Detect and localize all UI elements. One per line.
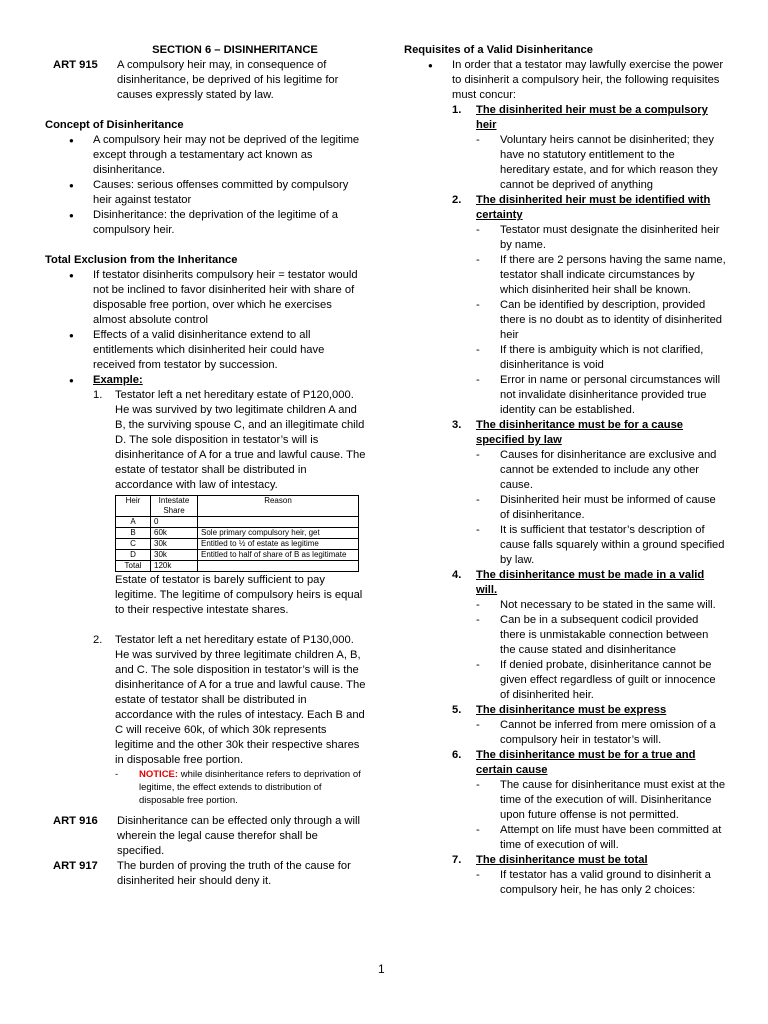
- requisite-sublist: [476, 718, 726, 748]
- example-1-text: Testator left a net hereditary estate of P120,000. He was survived by two legitimate children A and B, the surviving spouse C, and an illegitimate child D. The sole disposition in testator’s will is disinheritance of A for a true and lawful cause. The estate of testator shall be distributed in accordance with law of intestacy.: [115, 389, 366, 491]
- table-cell: 120k: [151, 561, 198, 572]
- art-917-label: ART 917: [53, 860, 98, 872]
- requisite-2: [404, 193, 726, 418]
- table-cell: D: [116, 550, 151, 561]
- concept-heading: Concept of Disinheritance: [45, 119, 184, 131]
- requisite-number: 3.: [452, 419, 462, 431]
- list-item: - Cannot be inferred from mere omission of a compulsory heir in testator’s will.: [476, 718, 726, 748]
- requisites-intro-list: [404, 58, 726, 103]
- requisite-sublist: [476, 778, 726, 853]
- table-cell: 0: [151, 517, 198, 528]
- table-header: Heir: [116, 496, 151, 517]
- notice-label: NOTICE:: [139, 769, 179, 780]
- example-2-number: 2.: [93, 634, 103, 646]
- example-label: Example:: [93, 374, 143, 386]
- right-column: [404, 43, 726, 898]
- requisite-1: [404, 103, 726, 193]
- list-item: - Disinherited heir must be informed of cause of disinheritance.: [476, 493, 726, 523]
- example-2: [45, 633, 367, 807]
- example-1-after: Estate of testator is barely sufficient to pay legitime. The legitime of compulsory heirs is equal to their respective intestate shares.: [115, 574, 363, 616]
- table-cell: A: [116, 517, 151, 528]
- table-cell: Sole primary compulsory heir, get: [198, 528, 359, 539]
- list-item: ● Effects of a valid disinheritance extend to all entitlements which disinherited heir could have received from testator by succession.: [45, 328, 367, 373]
- requisite-title: The disinherited heir must be a compulsory heir: [476, 104, 708, 131]
- requisite-sublist: [476, 133, 726, 193]
- art-917-text: The burden of proving the truth of the cause for disinherited heir should deny it.: [117, 860, 351, 887]
- requisite-title: The disinheritance must be express: [476, 704, 667, 716]
- table-row: [116, 561, 359, 572]
- requisite-sublist: [476, 868, 726, 898]
- table-cell: Entitled to ½ of estate as legitime: [198, 539, 359, 550]
- table-cell: [198, 517, 359, 528]
- notice-text: while disinheritance refers to deprivation of legitime, the effect extends to distribution of disposable free portion.: [139, 769, 361, 806]
- section-title: SECTION 6 – DISINHERITANCE: [152, 44, 318, 56]
- page-number: 1: [378, 962, 385, 976]
- requisite-sublist: [476, 223, 726, 418]
- requisite-number: 4.: [452, 569, 462, 581]
- list-item: ● A compulsory heir may not be deprived of the legitime except through a testamentary act known as disinheritance.: [45, 133, 367, 178]
- table-cell: 30k: [151, 550, 198, 561]
- requisites-list: [404, 103, 726, 898]
- table-row: [116, 550, 359, 561]
- list-item: - Can be identified by description, provided there is no doubt as to identity of disinherited heir: [476, 298, 726, 343]
- notice-list: [115, 768, 367, 807]
- requisite-number: 2.: [452, 194, 462, 206]
- list-item: - If denied probate, disinheritance cannot be given effect regardless of guilt or innocence of disinherited heir.: [476, 658, 726, 703]
- example-item: [45, 373, 367, 807]
- list-item: - If testator has a valid ground to disinherit a compulsory heir, he has only 2 choices:: [476, 868, 726, 898]
- total-exclusion-list: [45, 268, 367, 807]
- table-row: [116, 528, 359, 539]
- requisite-number: 5.: [452, 704, 462, 716]
- table-row: [116, 539, 359, 550]
- list-item: ● In order that a testator may lawfully exercise the power to disinherit a compulsory heir, the following requisites must concur:: [404, 58, 726, 103]
- requisite-number: 1.: [452, 104, 462, 116]
- table-cell: [198, 561, 359, 572]
- art-916-label: ART 916: [53, 815, 98, 827]
- list-item: - Testator must designate the disinherited heir by name.: [476, 223, 726, 253]
- art-916-text: Disinheritance can be effected only through a will wherein the legal cause therefor shall be specified.: [117, 815, 360, 857]
- list-item: - Can be in a subsequent codicil provided there is unmistakable connection between the cause stated and disinheritance: [476, 613, 726, 658]
- art-915-label: ART 915: [53, 59, 98, 71]
- requisite-title: The disinheritance must be for a true and certain cause: [476, 749, 696, 776]
- total-exclusion-heading: Total Exclusion from the Inheritance: [45, 254, 238, 266]
- requisite-3: [404, 418, 726, 568]
- list-item: - Attempt on life must have been committed at time of execution of will.: [476, 823, 726, 853]
- table-header: Reason: [198, 496, 359, 517]
- table-cell: 60k: [151, 528, 198, 539]
- requisite-sublist: [476, 448, 726, 568]
- requisite-number: 7.: [452, 854, 462, 866]
- art-915-text: A compulsory heir may, in consequence of disinheritance, be deprived of his legitime for causes expressly stated by law.: [117, 59, 339, 101]
- example-2-text: Testator left a net hereditary estate of P130,000. He was survived by three legitimate children A, B, and C. The sole disposition in testator’s will is the disinheritance of A for a true and lawful cause. The estate of testator shall be distributed in accordance with the rules of intestacy. Each B and C will receive 60k, of which 30k represents legitime and the other 30k their respective shares in disposable free portion.: [115, 634, 366, 766]
- table-header-row: [116, 496, 359, 517]
- list-item: ● Disinheritance: the deprivation of the legitime of a compulsory heir.: [45, 208, 367, 238]
- concept-list: [45, 133, 367, 238]
- left-column: [45, 43, 367, 889]
- list-item: - If there is ambiguity which is not clarified, disinheritance is void: [476, 343, 726, 373]
- requisite-5: [404, 703, 726, 748]
- requisite-title: The disinheritance must be made in a valid will.: [476, 569, 705, 596]
- requisite-title: The disinheritance must be for a cause specified by law: [476, 419, 684, 446]
- requisites-heading: Requisites of a Valid Disinheritance: [404, 44, 594, 56]
- table-header: Intestate Share: [151, 496, 198, 517]
- list-item: ● Causes: serious offenses committed by compulsory heir against testator: [45, 178, 367, 208]
- table-cell: Entitled to half of share of B as legitimate: [198, 550, 359, 561]
- list-item: - The cause for disinheritance must exist at the time of the execution of will. Disinheritance upon future offense is not permitted.: [476, 778, 726, 823]
- table-cell: C: [116, 539, 151, 550]
- requisite-4: [404, 568, 726, 703]
- requisite-sublist: [476, 598, 726, 703]
- requisite-number: 6.: [452, 749, 462, 761]
- art-917: [45, 859, 367, 889]
- list-item: - If there are 2 persons having the same name, testator shall indicate circumstances by which disinherited heir shall be known.: [476, 253, 726, 298]
- example-1: [45, 388, 367, 618]
- requisite-7: [404, 853, 726, 898]
- notice-item: [115, 768, 367, 807]
- list-item: - Voluntary heirs cannot be disinherited; they have no statutory entitlement to the hereditary estate, and for which reason they cannot be deprived of anything: [476, 133, 726, 193]
- requisite-title: The disinheritance must be total: [476, 854, 648, 866]
- example-list: [45, 388, 367, 807]
- table-row: [116, 517, 359, 528]
- list-item: ● If testator disinherits compulsory heir = testator would not be inclined to favor disinherited heir with share of disposable free portion, over which he exercises almost absolute control: [45, 268, 367, 328]
- list-item: - Causes for disinheritance are exclusive and cannot be extended to include any other cause.: [476, 448, 726, 493]
- requisite-title: The disinherited heir must be identified with certainty: [476, 194, 711, 221]
- table-cell: 30k: [151, 539, 198, 550]
- art-915: [45, 58, 367, 103]
- requisite-6: [404, 748, 726, 853]
- table-cell: B: [116, 528, 151, 539]
- list-item: - Error in name or personal circumstances will not invalidate disinheritance provided true identity can be established.: [476, 373, 726, 418]
- list-item: - It is sufficient that testator’s description of cause falls squarely within a ground specified by law.: [476, 523, 726, 568]
- table-cell: Total: [116, 561, 151, 572]
- list-item: - Not necessary to be stated in the same will.: [476, 598, 726, 613]
- example-1-number: 1.: [93, 389, 103, 401]
- intestate-share-table: [115, 495, 359, 572]
- art-916: [45, 814, 367, 859]
